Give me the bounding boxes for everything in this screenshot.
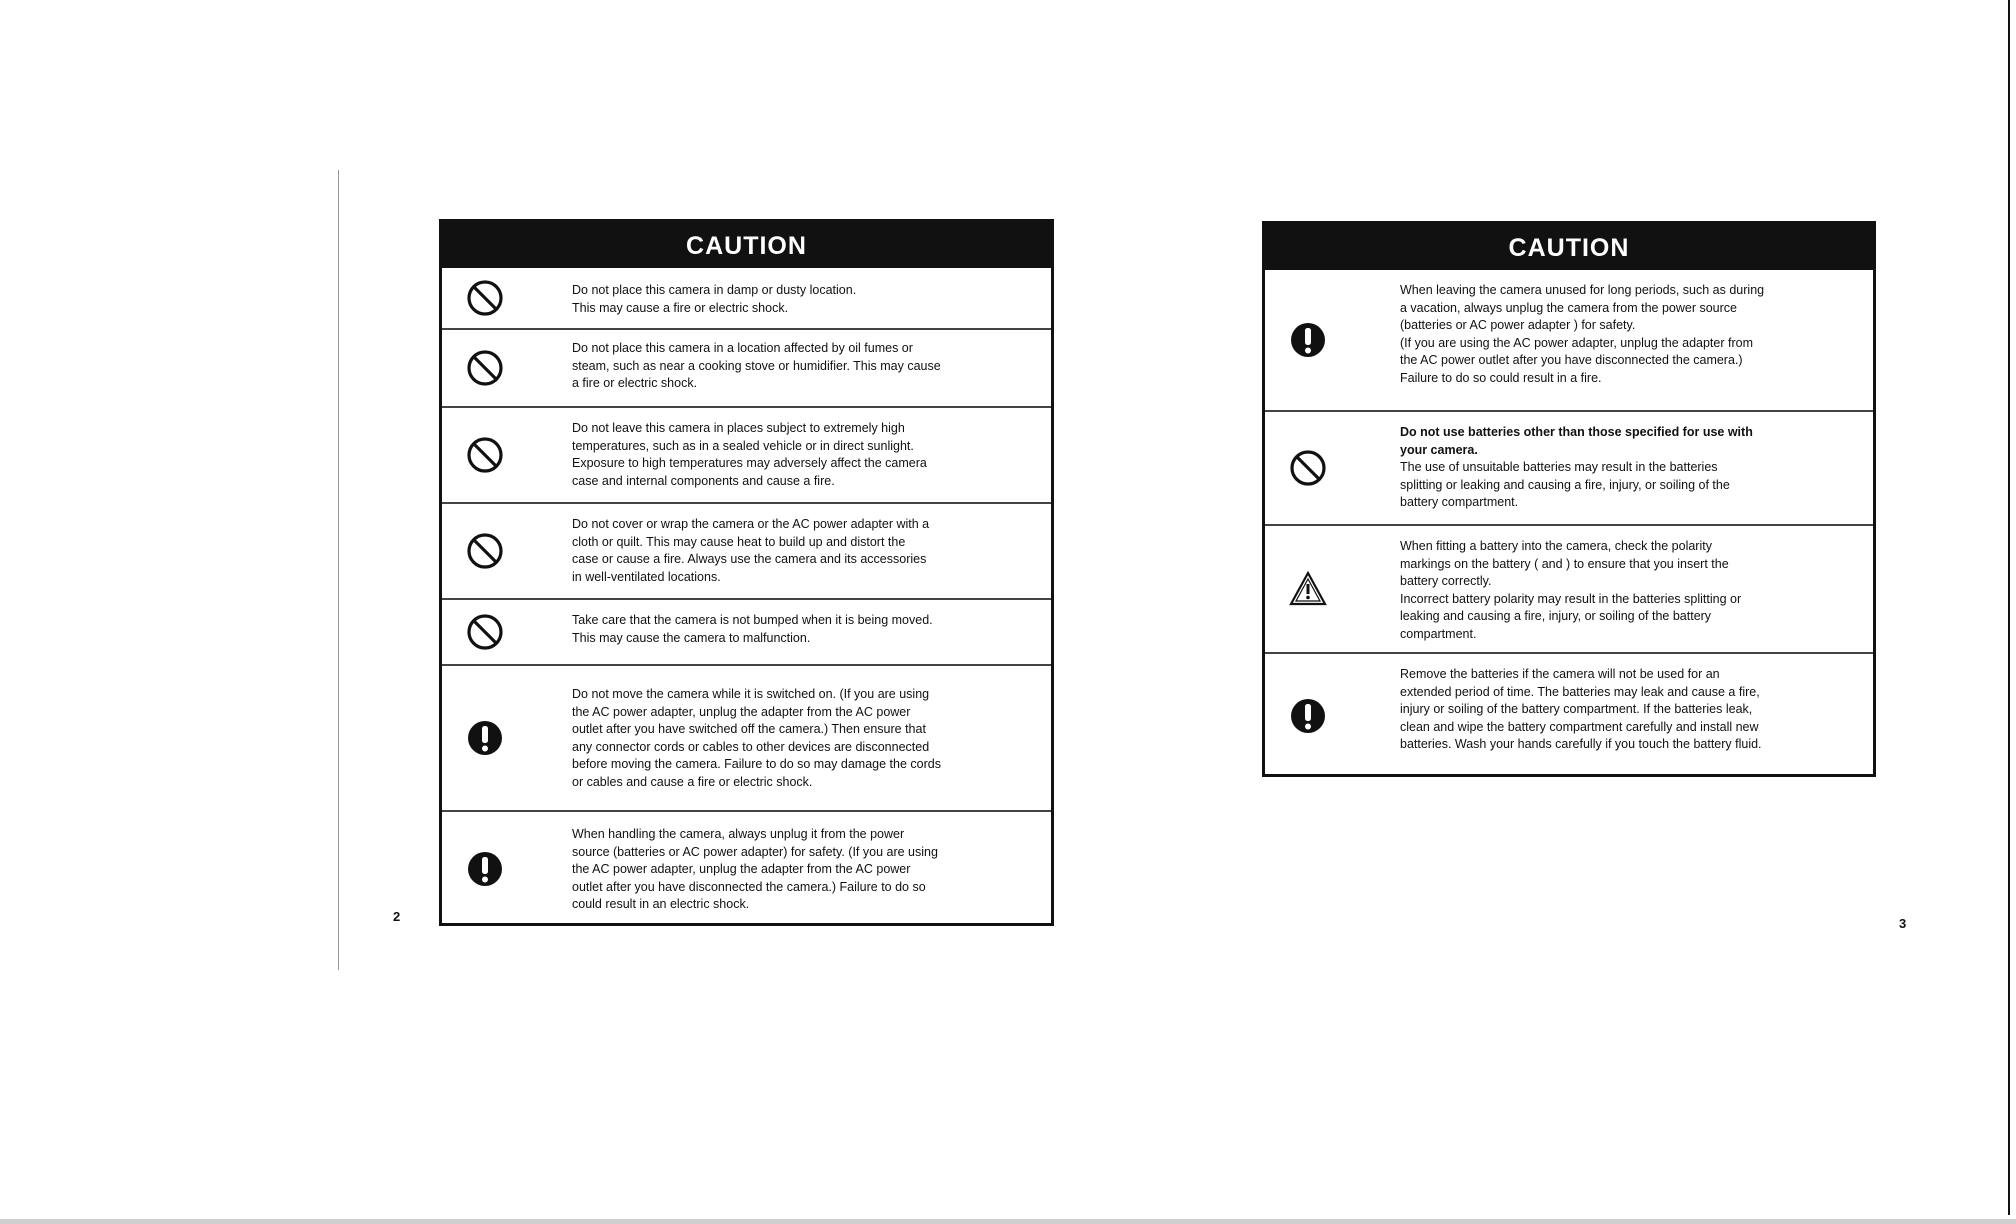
caution-body: Do not place this camera in damp or dusty location. This may cause a fire or electric shock. — [572, 283, 857, 315]
warning-triangle-icon — [1288, 569, 1328, 609]
caution-item — [442, 502, 1051, 598]
caution-text — [572, 340, 941, 393]
caution-item — [1265, 270, 1873, 410]
left-page-number: 2 — [393, 909, 401, 924]
mandatory-action-icon — [465, 718, 505, 758]
prohibition-icon — [1288, 448, 1328, 488]
caution-body: Do not leave this camera in places subject to extremely high temperatures, such as in a sealed vehicle or in direct sunlight. Exposure to high temperatures may adversely affect the camera case and internal components and cause a fire. — [572, 421, 927, 488]
caution-text — [572, 420, 927, 490]
prohibition-icon — [465, 531, 505, 571]
caution-item — [442, 268, 1051, 328]
prohibition-icon — [465, 435, 505, 475]
right-page-number: 3 — [1899, 916, 1907, 931]
caution-item — [442, 598, 1051, 664]
caution-text — [572, 826, 938, 914]
prohibition-icon — [465, 612, 505, 652]
right-caution-title: CAUTION — [1265, 224, 1873, 270]
caution-text — [1400, 282, 1764, 387]
caution-body: When handling the camera, always unplug it from the power source (batteries or AC power adapter) for safety. (If you are using the AC power adapter, unplug the adapter from the AC power outlet after you have disconnected the camera.) Failure to do so could result in an electric shock. — [572, 827, 938, 911]
right-edge-line — [2008, 0, 2010, 1215]
prohibition-icon — [465, 278, 505, 318]
caution-text — [572, 612, 933, 647]
caution-body: The use of unsuitable batteries may result in the batteries splitting or leaking and causing a fire, injury, or soiling of the battery compartment. — [1400, 460, 1730, 509]
mandatory-action-icon — [465, 849, 505, 889]
left-caution-title: CAUTION — [442, 222, 1051, 268]
caution-text — [1400, 666, 1762, 754]
caution-item — [1265, 652, 1873, 778]
prohibition-icon — [465, 348, 505, 388]
caution-item — [1265, 410, 1873, 524]
caution-item — [442, 406, 1051, 502]
caution-heading: Do not use batteries other than those specified for use with your camera. — [1400, 425, 1753, 457]
caution-text — [572, 516, 929, 586]
caution-item — [442, 328, 1051, 406]
scan-bottom-band — [0, 1219, 2016, 1224]
caution-text — [572, 686, 941, 791]
caution-text — [1400, 424, 1753, 512]
caution-text — [1400, 538, 1741, 643]
caution-body: Do not place this camera in a location affected by oil fumes or steam, such as near a cooking stove or humidifier. This may cause a fire or electric shock. — [572, 341, 941, 390]
left-caution-box — [439, 219, 1054, 926]
caution-body: When fitting a battery into the camera, check the polarity markings on the battery ( and ) to ensure that you insert the battery correctly. Incorrect battery polarity may result in the batteries splitting or leaking and causing a fire, injury, or soiling of the battery compartment. — [1400, 539, 1742, 641]
caution-body: Take care that the camera is not bumped when it is being moved. This may cause the camera to malfunction. — [572, 613, 933, 645]
caution-body: Do not move the camera while it is switched on. (If you are using the AC power adapter, unplug the adapter from the AC power outlet after you have switched off the camera.) Then ensure that any connector cords or cables to other devices are disconnected before moving the camera. Failure to do so may damage the cords or cables and cause a fire or electric shock. — [572, 687, 941, 789]
caution-body: When leaving the camera unused for long periods, such as during a vacation, always unplug the camera from the power source (batteries or AC power adapter ) for safety. (If you are using the AC power adapter, unplug the adapter from the AC power outlet after you have disconnected the camera.) Failure to do so could result in a fire. — [1400, 283, 1765, 385]
caution-text — [572, 282, 856, 317]
right-caution-box — [1262, 221, 1876, 777]
caution-body: Do not cover or wrap the camera or the AC power adapter with a cloth or quilt. This may cause heat to build up and distort the case or cause a fire. Always use the camera and its accessories in well-ventilated locations. — [572, 517, 930, 584]
caution-item — [1265, 524, 1873, 652]
caution-body: Remove the batteries if the camera will not be used for an extended period of time. The batteries may leak and cause a fire, injury or soiling of the battery compartment. If the batteries leak, clean and wipe the battery compartment carefully and install new batteries. Wash your hands carefully if you touch the battery fluid. — [1400, 667, 1762, 751]
caution-item — [442, 810, 1051, 926]
caution-item — [442, 664, 1051, 810]
mandatory-action-icon — [1288, 320, 1328, 360]
left-margin-line — [338, 170, 339, 970]
mandatory-action-icon — [1288, 696, 1328, 736]
